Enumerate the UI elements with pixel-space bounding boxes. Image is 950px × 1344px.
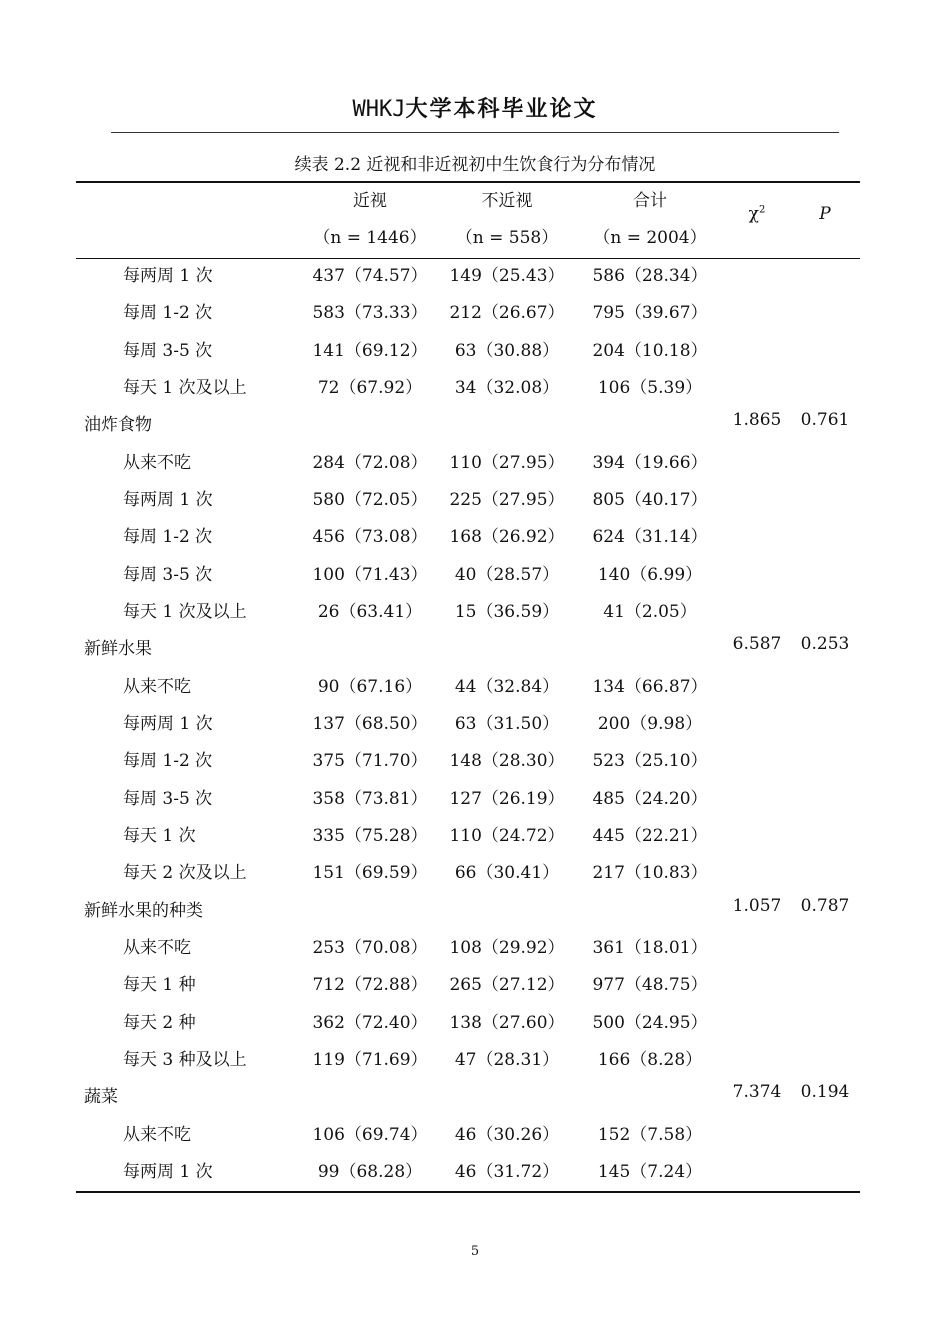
header-left: WHKJ [352, 97, 406, 122]
table-row [0, 1045, 950, 1075]
cell-non-myopia: 63（30.88） [454, 340, 560, 361]
table-row [0, 485, 950, 515]
cell-total: 204（10.18） [592, 340, 708, 361]
cell-total: 977（48.75） [592, 975, 708, 996]
cell-non-myopia: 138（27.60） [449, 1012, 565, 1033]
cell-non-myopia: 110（24.72） [449, 825, 565, 846]
col-header-non-myopia: 不近视 [481, 191, 533, 211]
cell-total: 805（40.17） [592, 489, 708, 510]
cell-total: 106（5.39） [597, 377, 703, 398]
cell-non-myopia: 110（27.95） [449, 452, 565, 473]
cell-total: 361（18.01） [592, 937, 708, 958]
cell-myopia: 119（71.69） [312, 1049, 428, 1070]
row-label: 每两周 1 次 [123, 266, 213, 286]
cell-myopia: 580（72.05） [312, 489, 428, 510]
page-number: 5 [470, 1244, 480, 1259]
row-label: 每天 3 种及以上 [123, 1049, 247, 1070]
cell-p-value: 0.253 [800, 634, 850, 655]
cell-non-myopia: 149（25.43） [449, 266, 565, 286]
cell-chi-square: 7.374 [732, 1082, 782, 1103]
cell-non-myopia: 15（36.59） [454, 601, 560, 622]
cell-total: 485（24.20） [592, 788, 708, 809]
cell-myopia: 90（67.16） [317, 676, 423, 697]
cell-myopia: 335（75.28） [312, 825, 428, 846]
cell-total: 586（28.34） [592, 266, 708, 286]
col-header-non-myopia-n: （n = 558） [455, 228, 559, 248]
cell-non-myopia: 168（26.92） [449, 527, 565, 548]
table-row [0, 970, 950, 1000]
row-label: 每周 1-2 次 [123, 751, 213, 772]
table-row [0, 821, 950, 851]
chi-symbol: χ [748, 204, 759, 224]
col-header-chi-square [732, 204, 782, 224]
row-label: 每周 3-5 次 [123, 340, 213, 361]
table-row [0, 522, 950, 552]
table-row [0, 373, 950, 403]
cell-total: 41（2.05） [603, 601, 697, 622]
cell-p-value: 0.194 [800, 1082, 850, 1103]
header-rule [111, 132, 839, 133]
col-header-total-n: （n = 2004） [593, 228, 707, 248]
cell-non-myopia: 108（29.92） [449, 937, 565, 958]
cell-myopia: 456（73.08） [312, 527, 428, 548]
cell-total: 166（8.28） [597, 1049, 703, 1070]
col-header-p-value: P [819, 204, 831, 224]
cell-total: 140（6.99） [597, 564, 703, 585]
cell-myopia: 362（72.40） [312, 1012, 428, 1033]
row-label: 每天 1 次 [123, 825, 196, 846]
table-row [0, 1157, 950, 1187]
cell-total: 445（22.21） [592, 825, 708, 846]
cell-non-myopia: 44（32.84） [454, 676, 560, 697]
cell-non-myopia: 47（28.31） [454, 1049, 560, 1070]
cell-total: 200（9.98） [597, 713, 703, 734]
col-header-myopia-n: （n = 1446） [313, 228, 427, 248]
cell-total: 134（66.87） [592, 676, 708, 697]
table-row [0, 933, 950, 963]
cell-p-value: 0.761 [800, 410, 850, 431]
row-label: 每天 1 次及以上 [123, 601, 247, 622]
cell-myopia: 583（73.33） [312, 303, 428, 324]
row-label: 每天 2 次及以上 [123, 863, 247, 884]
row-label: 油炸食物 [84, 415, 152, 436]
cell-chi-square: 6.587 [732, 634, 782, 655]
cell-myopia: 100（71.43） [312, 564, 428, 585]
table-row [0, 298, 950, 328]
row-label: 每两周 1 次 [123, 489, 213, 510]
row-label: 从来不吃 [123, 1124, 191, 1145]
cell-chi-square: 1.057 [732, 895, 782, 916]
row-label: 从来不吃 [123, 452, 191, 473]
cell-chi-square: 1.865 [732, 410, 782, 431]
table-row [0, 560, 950, 590]
cell-non-myopia: 66（30.41） [454, 863, 560, 884]
row-label: 每天 1 次及以上 [123, 377, 247, 398]
cell-total: 145（7.24） [597, 1161, 703, 1182]
table-header-rule [76, 258, 860, 259]
table-caption: 续表 2.2 近视和非近视初中生饮食行为分布情况 [294, 155, 656, 175]
cell-p-value: 0.787 [800, 895, 850, 916]
cell-myopia: 72（67.92） [317, 377, 423, 398]
cell-myopia: 437（74.57） [312, 266, 428, 286]
row-label: 每周 3-5 次 [123, 564, 213, 585]
cell-non-myopia: 265（27.12） [449, 975, 565, 996]
table-row [0, 858, 950, 888]
cell-myopia: 284（72.08） [312, 452, 428, 473]
table-row [0, 261, 950, 291]
row-label: 蔬菜 [84, 1087, 118, 1108]
row-label: 新鲜水果 [84, 639, 152, 660]
running-header [0, 92, 950, 123]
cell-myopia: 99（68.28） [317, 1161, 423, 1182]
row-label: 每周 1-2 次 [123, 527, 213, 548]
cell-myopia: 375（71.70） [312, 751, 428, 772]
cell-myopia: 151（69.59） [312, 863, 428, 884]
row-label: 每天 2 种 [123, 1012, 196, 1033]
cell-non-myopia: 40（28.57） [454, 564, 560, 585]
row-label: 每周 1-2 次 [123, 303, 213, 324]
cell-non-myopia: 34（32.08） [454, 377, 560, 398]
row-label: 从来不吃 [123, 676, 191, 697]
col-header-total: 合计 [633, 191, 667, 211]
row-label: 每周 3-5 次 [123, 788, 213, 809]
cell-total: 217（10.83） [592, 863, 708, 884]
row-label: 每两周 1 次 [123, 1161, 213, 1182]
cell-non-myopia: 148（28.30） [449, 751, 565, 772]
cell-non-myopia: 212（26.67） [449, 303, 565, 324]
table-row [0, 746, 950, 776]
category-row [0, 634, 950, 664]
table-row [0, 1120, 950, 1150]
cell-myopia: 106（69.74） [312, 1124, 428, 1145]
col-header-myopia: 近视 [353, 191, 387, 211]
cell-total: 394（19.66） [592, 452, 708, 473]
cell-non-myopia: 127（26.19） [449, 788, 565, 809]
table-row [0, 784, 950, 814]
cell-myopia: 358（73.81） [312, 788, 428, 809]
cell-myopia: 26（63.41） [317, 601, 423, 622]
row-label: 从来不吃 [123, 937, 191, 958]
chi-superscript: 2 [758, 204, 766, 216]
cell-myopia: 712（72.88） [312, 975, 428, 996]
cell-non-myopia: 46（31.72） [454, 1161, 560, 1182]
category-row [0, 1082, 950, 1112]
cell-total: 624（31.14） [592, 527, 708, 548]
header-right: 大学本科毕业论文 [405, 97, 598, 122]
category-row [0, 410, 950, 440]
cell-total: 523（25.10） [592, 751, 708, 772]
cell-non-myopia: 225（27.95） [449, 489, 565, 510]
table-row [0, 597, 950, 627]
cell-myopia: 141（69.12） [312, 340, 428, 361]
cell-total: 152（7.58） [597, 1124, 703, 1145]
row-label: 新鲜水果的种类 [84, 900, 203, 921]
table-row [0, 709, 950, 739]
cell-myopia: 253（70.08） [312, 937, 428, 958]
table-row [0, 448, 950, 478]
table-top-rule [76, 181, 860, 183]
row-label: 每两周 1 次 [123, 713, 213, 734]
table-bottom-rule [76, 1191, 860, 1193]
cell-total: 795（39.67） [592, 303, 708, 324]
cell-total: 500（24.95） [592, 1012, 708, 1033]
table-row [0, 336, 950, 366]
cell-non-myopia: 46（30.26） [454, 1124, 560, 1145]
cell-myopia: 137（68.50） [312, 713, 428, 734]
category-row [0, 896, 950, 926]
table-row [0, 672, 950, 702]
row-label: 每天 1 种 [123, 975, 196, 996]
table-row [0, 1008, 950, 1038]
cell-non-myopia: 63（31.50） [454, 713, 560, 734]
